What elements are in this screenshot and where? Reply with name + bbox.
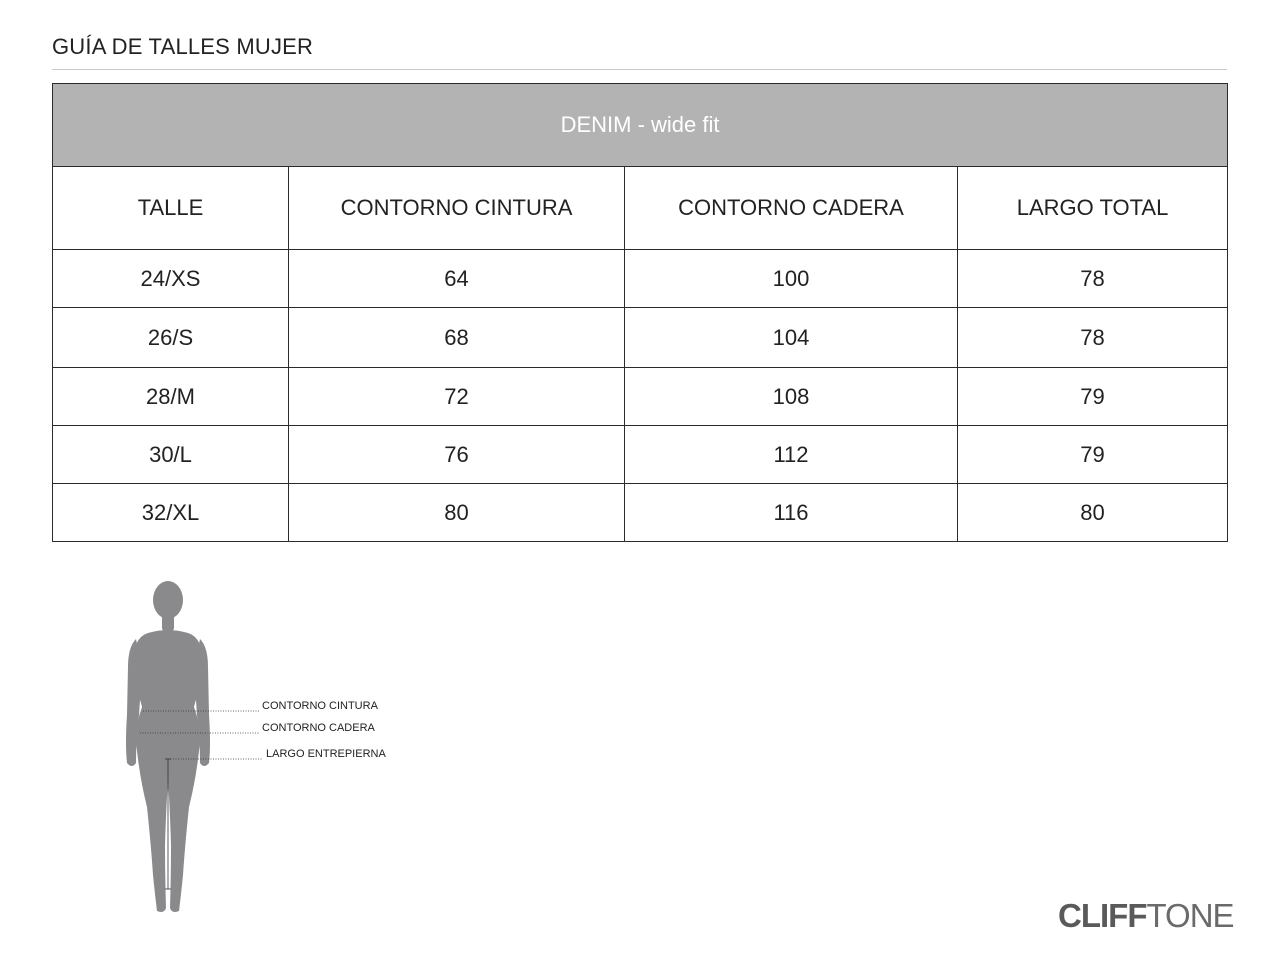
- table-row: [53, 426, 1228, 484]
- cell-cadera: 100: [625, 250, 958, 308]
- table-row: [53, 250, 1228, 308]
- cell-talle: 28/M: [53, 368, 289, 426]
- cell-cintura: 76: [289, 426, 625, 484]
- brand-logo-light: TONE: [1146, 897, 1234, 934]
- header-contorno-cintura: CONTORNO CINTURA: [289, 167, 625, 250]
- cell-cadera: 104: [625, 308, 958, 368]
- cell-cintura: 64: [289, 250, 625, 308]
- size-guide-table: [52, 83, 1228, 542]
- cell-cadera: 112: [625, 426, 958, 484]
- cell-cadera: 116: [625, 484, 958, 542]
- brand-logo: [1058, 897, 1234, 935]
- table-row: [53, 308, 1228, 368]
- table-row: [53, 368, 1228, 426]
- label-contorno-cadera: CONTORNO CADERA: [262, 722, 375, 734]
- cell-talle: 26/S: [53, 308, 289, 368]
- cell-talle: 32/XL: [53, 484, 289, 542]
- table-banner: DENIM - wide fit: [53, 84, 1228, 167]
- cell-talle: 30/L: [53, 426, 289, 484]
- table-banner-row: [53, 84, 1228, 167]
- cell-cintura: 68: [289, 308, 625, 368]
- table-row: [53, 484, 1228, 542]
- cell-cadera: 108: [625, 368, 958, 426]
- label-largo-entrepierna: LARGO ENTREPIERNA: [266, 748, 386, 760]
- cell-cintura: 72: [289, 368, 625, 426]
- brand-logo-bold: CLIFF: [1058, 897, 1147, 934]
- measurement-figure: [110, 575, 410, 925]
- cell-largo: 79: [958, 426, 1228, 484]
- cell-largo: 78: [958, 308, 1228, 368]
- cell-largo: 80: [958, 484, 1228, 542]
- title-divider: [52, 69, 1227, 70]
- cell-largo: 79: [958, 368, 1228, 426]
- label-contorno-cintura: CONTORNO CINTURA: [262, 700, 378, 712]
- cell-talle: 24/XS: [53, 250, 289, 308]
- cell-largo: 78: [958, 250, 1228, 308]
- cell-cintura: 80: [289, 484, 625, 542]
- header-largo-total: LARGO TOTAL: [958, 167, 1228, 250]
- header-contorno-cadera: CONTORNO CADERA: [625, 167, 958, 250]
- page-title: GUÍA DE TALLES MUJER: [52, 34, 314, 59]
- header-talle: TALLE: [53, 167, 289, 250]
- table-header-row: [53, 167, 1228, 250]
